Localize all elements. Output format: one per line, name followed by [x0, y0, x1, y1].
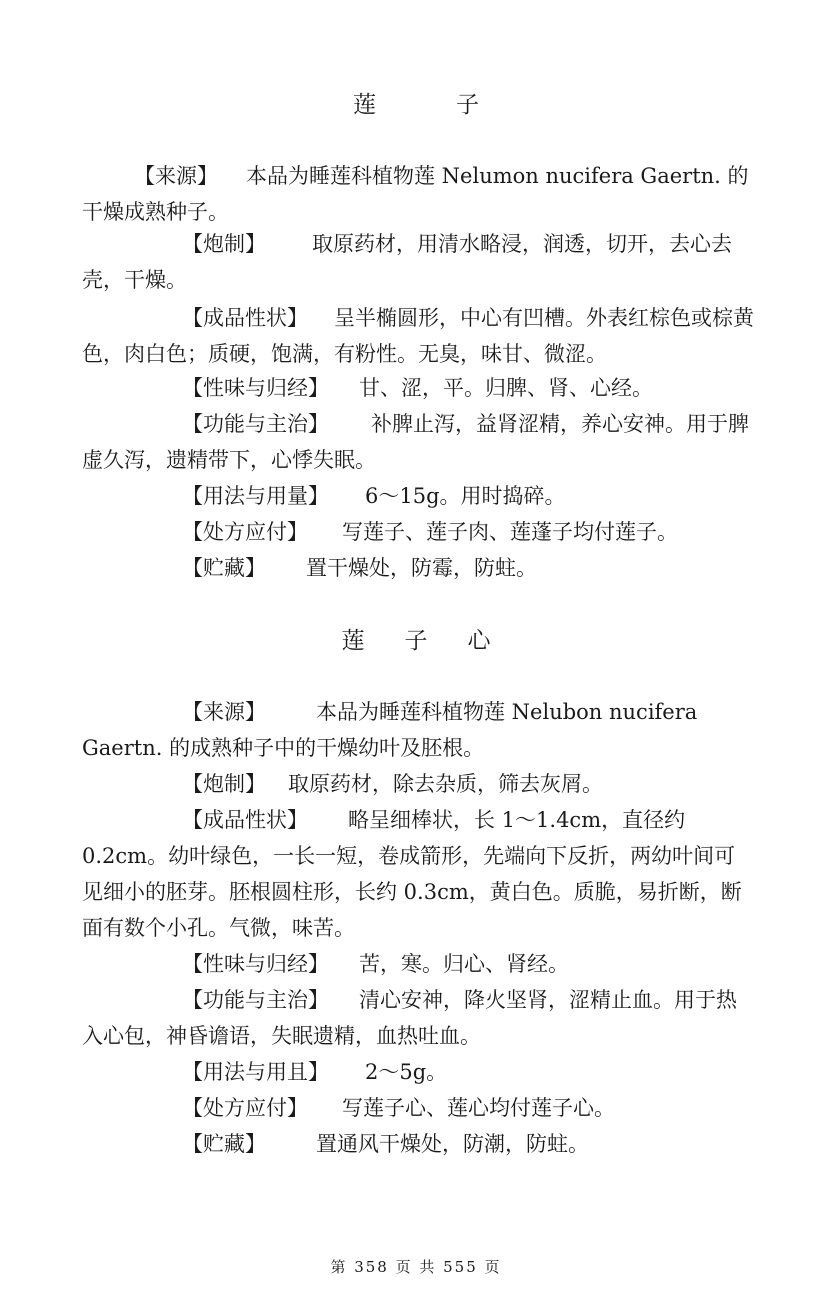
entry-label: 【炮制】 [182, 772, 266, 796]
entry-label: 【来源】 [182, 700, 266, 724]
entry-label: 【处方应付】 [182, 520, 308, 544]
entry-functions [82, 982, 754, 1054]
section2-title-char: 心 [467, 628, 491, 654]
entry-text: 6～15g。用时捣碎。 [365, 484, 566, 508]
entry-text: 置通风干燥处，防潮，防蛀。 [316, 1132, 589, 1156]
section1-title [0, 86, 832, 119]
entry-text: 呈半椭圆形，中心有凹槽。外表红棕色或棕黄色，肉白色；质硬，饱满，有粉性。无臭，味甘、微涩。 [82, 306, 754, 366]
section1-title-char: 子 [456, 92, 479, 118]
entry-text: 清心安神，降火坚肾，涩精止血。用于热入心包，神昏谵语，失眠遗精，血热吐血。 [82, 988, 737, 1048]
entry-text: 本品为睡莲科植物莲 Nelumon nucifera Gaertn. 的干燥成熟种子。 [82, 164, 749, 224]
entry-text: 取原药材，用清水略浸，润透，切开，去心去壳，干燥。 [82, 232, 732, 292]
entry-storage [82, 1126, 754, 1162]
entry-label: 【来源】 [134, 164, 218, 188]
entry-label: 【性味与归经】 [182, 376, 329, 400]
entry-storage [82, 550, 754, 586]
entry-text: 本品为睡莲科植物莲 Nelubon nucifera Gaertn. 的成熟种子中的干燥幼叶及胚根。 [82, 700, 698, 760]
section2-title-char: 子 [404, 628, 428, 654]
entry-label: 【性味与归经】 [182, 952, 329, 976]
entry-processing [82, 226, 754, 298]
entry-source [82, 158, 754, 230]
section2-title [0, 622, 832, 655]
entry-label: 【成品性状】 [182, 808, 308, 832]
entry-label: 【功能与主治】 [182, 412, 329, 436]
entry-nature-meridian [82, 946, 754, 982]
entry-text: 补脾止泻，益肾涩精，养心安神。用于脾虚久泻，遗精带下，心悸失眠。 [82, 412, 749, 472]
entry-label: 【处方应付】 [182, 1096, 308, 1120]
section2-title-char: 莲 [341, 628, 365, 654]
entry-properties [82, 802, 754, 946]
entry-text: 写莲子、莲子肉、莲蓬子均付莲子。 [342, 520, 678, 544]
entry-label: 【成品性状】 [182, 306, 308, 330]
entry-prescription [82, 514, 754, 550]
entry-label: 【贮藏】 [182, 1132, 266, 1156]
entry-properties [82, 300, 754, 372]
entry-dosage [82, 1054, 754, 1090]
entry-label: 【用法与用且】 [182, 1060, 329, 1084]
entry-prescription [82, 1090, 754, 1126]
section1-title-char: 莲 [353, 92, 376, 118]
entry-source [82, 694, 754, 766]
entry-functions [82, 406, 754, 478]
entry-label: 【功能与主治】 [182, 988, 329, 1012]
entry-text: 苦，寒。归心、肾经。 [359, 952, 569, 976]
page-number-footer: 第 358 页 共 555 页 [330, 1258, 502, 1276]
entry-nature-meridian [82, 370, 754, 406]
entry-processing [82, 766, 754, 802]
entry-text: 2～5g。 [365, 1060, 448, 1084]
entry-text: 甘、涩，平。归脾、肾、心经。 [359, 376, 653, 400]
entry-text: 取原药材，除去杂质，筛去灰屑。 [288, 772, 603, 796]
entry-text: 置干燥处，防霉，防蛀。 [306, 556, 537, 580]
entry-text: 略呈细棒状，长 1～1.4cm，直径约 0.2cm。幼叶绿色，一长一短，卷成箭形，先端向下反折，两幼叶间可见细小的胚芽。胚根圆柱形，长约 0.3cm，黄白色。质脆，易折断，断面有数个小孔。气微，味苦。 [82, 808, 742, 940]
entry-label: 【用法与用量】 [182, 484, 329, 508]
entry-label: 【炮制】 [182, 232, 266, 256]
entry-dosage [82, 478, 754, 514]
entry-text: 写莲子心、莲心均付莲子心。 [342, 1096, 615, 1120]
entry-label: 【贮藏】 [182, 556, 266, 580]
